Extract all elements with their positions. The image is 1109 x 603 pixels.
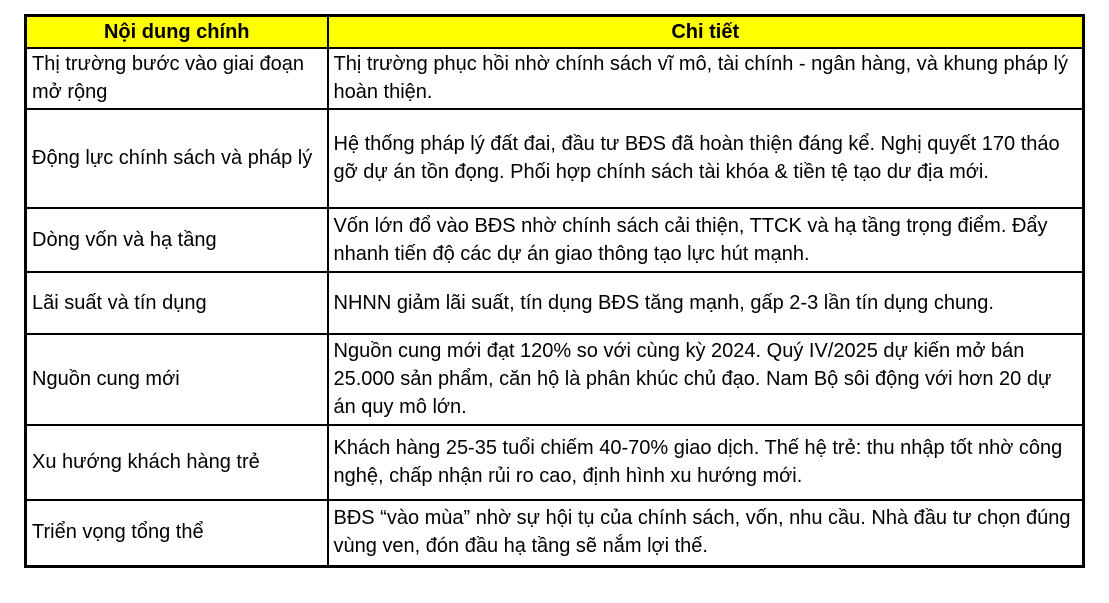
row-detail: Vốn lớn đổ vào BĐS nhờ chính sách cải thiện, TTCK và hạ tầng trọng điểm. Đẩy nhanh tiến độ các dự án giao thông tạo lực hút mạnh. — [328, 208, 1084, 272]
summary-table-container — [24, 14, 1085, 568]
row-topic: Động lực chính sách và pháp lý — [26, 109, 328, 208]
row-detail: Nguồn cung mới đạt 120% so với cùng kỳ 2024. Quý IV/2025 dự kiến mở bán 25.000 sản phẩm, căn hộ là phân khúc chủ đạo. Nam Bộ sôi động với hơn 20 dự án quy mô lớn. — [328, 334, 1084, 425]
row-detail: Khách hàng 25-35 tuổi chiếm 40-70% giao dịch. Thế hệ trẻ: thu nhập tốt nhờ công nghệ, chấp nhận rủi ro cao, định hình xu hướng mới. — [328, 425, 1084, 500]
row-topic: Dòng vốn và hạ tầng — [26, 208, 328, 272]
table-row — [26, 425, 1084, 500]
table-row — [26, 48, 1084, 109]
row-detail: NHNN giảm lãi suất, tín dụng BĐS tăng mạnh, gấp 2-3 lần tín dụng chung. — [328, 272, 1084, 334]
table-row — [26, 334, 1084, 425]
row-detail: BĐS “vào mùa” nhờ sự hội tụ của chính sách, vốn, nhu cầu. Nhà đầu tư chọn đúng vùng ven, đón đầu hạ tầng sẽ nắm lợi thế. — [328, 500, 1084, 566]
row-topic: Nguồn cung mới — [26, 334, 328, 425]
row-topic: Triển vọng tổng thể — [26, 500, 328, 566]
row-detail: Hệ thống pháp lý đất đai, đầu tư BĐS đã hoàn thiện đáng kể. Nghị quyết 170 tháo gỡ dự án tồn đọng. Phối hợp chính sách tài khóa & tiền tệ tạo dư địa mới. — [328, 109, 1084, 208]
header-row — [26, 16, 1084, 49]
table-row — [26, 272, 1084, 334]
summary-table — [24, 14, 1085, 568]
header-topic: Nội dung chính — [26, 16, 328, 49]
table-row — [26, 500, 1084, 566]
table-row — [26, 109, 1084, 208]
row-detail: Thị trường phục hồi nhờ chính sách vĩ mô, tài chính - ngân hàng, và khung pháp lý hoàn thiện. — [328, 48, 1084, 109]
header-detail: Chi tiết — [328, 16, 1084, 49]
row-topic: Thị trường bước vào giai đoạn mở rộng — [26, 48, 328, 109]
row-topic: Lãi suất và tín dụng — [26, 272, 328, 334]
row-topic: Xu hướng khách hàng trẻ — [26, 425, 328, 500]
table-row — [26, 208, 1084, 272]
